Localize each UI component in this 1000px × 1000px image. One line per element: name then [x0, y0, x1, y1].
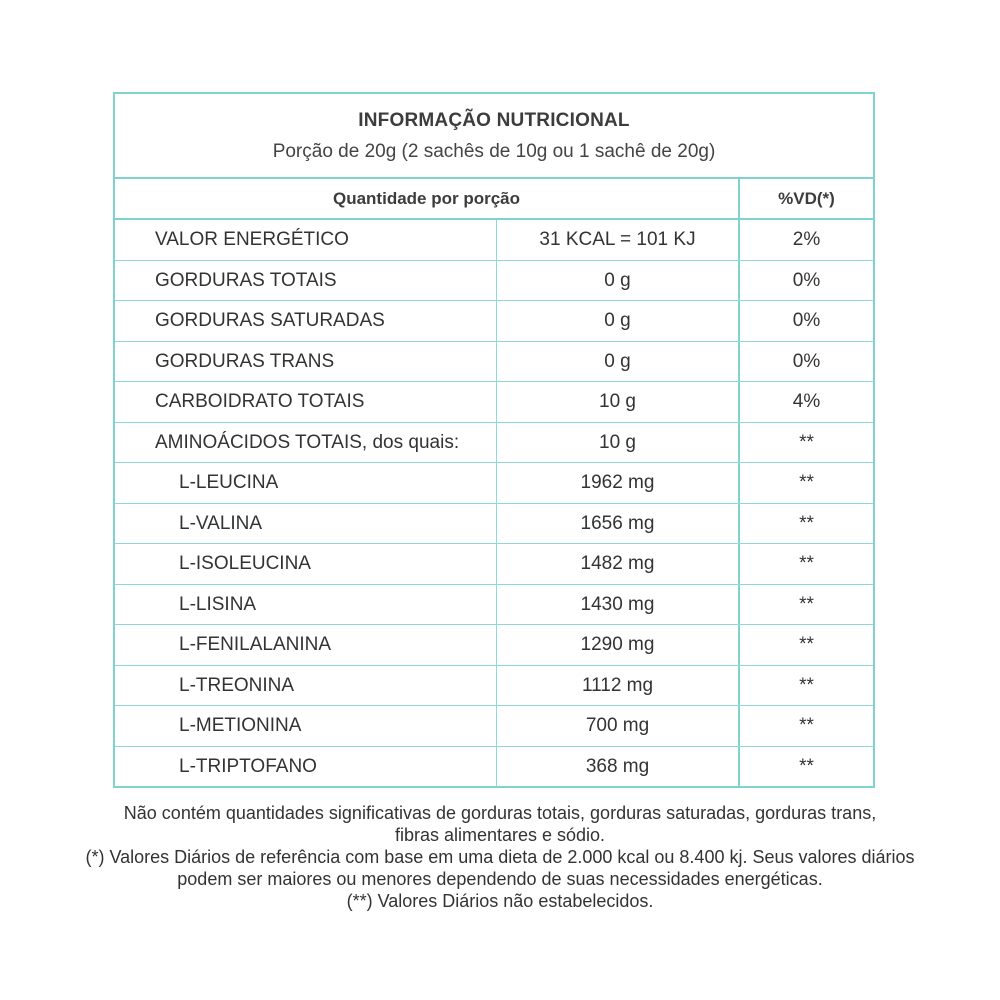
footnote-line: (*) Valores Diários de referência com base em uma dieta de 2.000 kcal ou 8.400 kj. Seus valores diários: [85, 847, 915, 867]
nutrient-row: [115, 220, 873, 261]
nutrient-name: L-METIONINA: [115, 706, 497, 746]
nutrient-name: VALOR ENERGÉTICO: [115, 220, 497, 260]
nutrient-row: [115, 585, 873, 626]
nutrient-name: L-LISINA: [115, 585, 497, 625]
nutrient-name: CARBOIDRATO TOTAIS: [115, 382, 497, 422]
nutrient-row: [115, 504, 873, 545]
nutrient-name: L-TREONINA: [115, 666, 497, 706]
nutrient-daily-value: **: [799, 472, 814, 493]
nutrient-daily-value: **: [799, 715, 814, 736]
nutrient-daily-value: **: [799, 634, 814, 655]
nutrient-amount: 1482 mg: [497, 544, 740, 584]
column-header-quantity: Quantidade por porção: [115, 179, 740, 218]
nutrient-daily-value: 4%: [792, 391, 821, 412]
nutrient-daily-value: 2%: [792, 229, 821, 250]
nutrient-name: GORDURAS SATURADAS: [115, 301, 497, 341]
nutrient-daily-value: **: [799, 431, 814, 453]
nutrient-daily-value: **: [799, 593, 814, 615]
nutrient-row: [115, 463, 873, 504]
nutrient-rows: [115, 220, 873, 787]
nutrient-amount: 31 KCAL = 101 KJ: [497, 220, 740, 260]
footnotes: [0, 802, 1000, 912]
nutrient-name: GORDURAS TOTAIS: [115, 261, 497, 301]
nutrient-name: GORDURAS TRANS: [115, 342, 497, 382]
nutrient-daily-value: 0%: [792, 269, 821, 291]
nutrient-name: AMINOÁCIDOS TOTAIS, dos quais:: [115, 423, 497, 463]
nutrient-name: L-TRIPTOFANO: [115, 747, 497, 788]
nutrient-daily-value: **: [799, 512, 814, 534]
nutrient-row: [115, 261, 873, 302]
serving-size: Porção de 20g (2 sachês de 10g ou 1 sachê de 20g): [272, 141, 716, 162]
nutrient-row: [115, 423, 873, 464]
nutrient-row: [115, 625, 873, 666]
column-headers: [115, 179, 873, 220]
nutrient-amount: 1112 mg: [497, 666, 740, 706]
table-title: INFORMAÇÃO NUTRICIONAL: [358, 110, 630, 131]
nutrient-amount: 368 mg: [497, 747, 740, 788]
nutrient-row: [115, 666, 873, 707]
nutrient-row: [115, 342, 873, 383]
footnote-line: (**) Valores Diários não estabelecidos.: [346, 891, 654, 911]
table-header: [115, 94, 873, 179]
nutrient-row: [115, 544, 873, 585]
nutrient-name: L-VALINA: [115, 504, 497, 544]
nutrient-daily-value: **: [799, 553, 814, 574]
nutrient-daily-value: **: [799, 674, 814, 696]
column-header-daily-value: %VD(*): [778, 189, 835, 208]
nutrient-name: L-LEUCINA: [115, 463, 497, 503]
nutrient-amount: 1962 mg: [497, 463, 740, 503]
nutrient-row: [115, 301, 873, 342]
nutrient-amount: 10 g: [497, 382, 740, 422]
nutrition-facts-table: [113, 92, 875, 788]
nutrient-amount: 0 g: [497, 342, 740, 382]
nutrient-daily-value: 0%: [792, 310, 821, 331]
nutrient-row: [115, 382, 873, 423]
nutrient-name: L-FENILALANINA: [115, 625, 497, 665]
footnote-line: Não contém quantidades significativas de gorduras totais, gorduras saturadas, gorduras trans,: [123, 803, 877, 823]
footnote-line: fibras alimentares e sódio.: [394, 825, 606, 845]
footnote-line: podem ser maiores ou menores dependendo de suas necessidades energéticas.: [177, 869, 823, 889]
nutrient-name: L-ISOLEUCINA: [115, 544, 497, 584]
nutrient-amount: 1430 mg: [497, 585, 740, 625]
nutrient-row: [115, 747, 873, 788]
nutrient-amount: 0 g: [497, 261, 740, 301]
nutrient-amount: 10 g: [497, 423, 740, 463]
nutrient-amount: 0 g: [497, 301, 740, 341]
nutrient-amount: 700 mg: [497, 706, 740, 746]
nutrient-daily-value: 0%: [792, 350, 821, 372]
nutrient-daily-value: **: [799, 755, 814, 777]
nutrient-row: [115, 706, 873, 747]
nutrient-amount: 1290 mg: [497, 625, 740, 665]
nutrient-amount: 1656 mg: [497, 504, 740, 544]
